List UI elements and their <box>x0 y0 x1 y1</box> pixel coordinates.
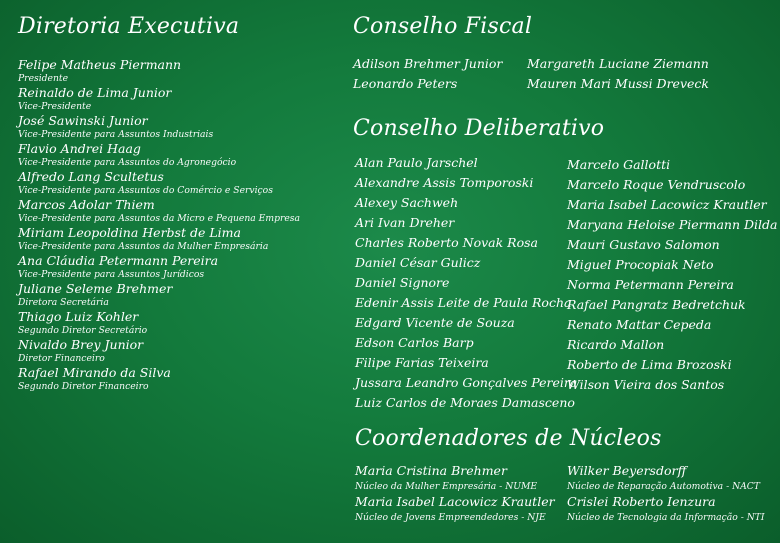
deliberativo-member: Edson Carlos Barp <box>355 335 474 350</box>
diretoria-member <box>18 169 338 197</box>
deliberativo-member: Wilson Vieira dos Santos <box>567 377 725 392</box>
section-title-deliberativo: Conselho Deliberativo <box>353 116 605 141</box>
diretoria-member <box>18 337 338 365</box>
member-role: Vice-Presidente para Assuntos Jurídicos <box>18 269 205 280</box>
member-name: Thiago Luiz Kohler <box>18 309 139 324</box>
member-role: Vice-Presidente para Assuntos do Agronegócio <box>18 157 237 168</box>
member-role: Diretora Secretária <box>18 297 109 308</box>
coordinator-name: Wilker Beyersdorff <box>567 463 687 478</box>
deliberativo-member: Ari Ivan Dreher <box>355 215 455 230</box>
member-role: Diretor Financeiro <box>18 353 105 364</box>
coordinator-name: Maria Isabel Lacowicz Krautler <box>355 494 555 509</box>
section-title-fiscal: Conselho Fiscal <box>353 14 533 39</box>
deliberativo-member: Daniel César Gulicz <box>355 255 481 270</box>
member-role: Vice-Presidente para Assuntos Industriais <box>18 129 214 140</box>
member-role: Vice-Presidente <box>18 101 92 112</box>
diretoria-executiva-section <box>18 14 338 393</box>
deliberativo-member: Alexandre Assis Tomporoski <box>355 175 534 190</box>
member-name: Flavio Andrei Haag <box>18 141 141 156</box>
coordinator-name: Maria Cristina Brehmer <box>355 463 507 478</box>
member-role: Vice-Presidente para Assuntos da Mulher Empresária <box>18 241 269 252</box>
deliberativo-member: Edgard Vicente de Souza <box>355 315 515 330</box>
deliberativo-member: Jussara Leandro Gonçalves Pereira <box>355 375 578 390</box>
deliberativo-member: Marcelo Gallotti <box>567 157 671 172</box>
deliberativo-member: Luiz Carlos de Moraes Damasceno <box>355 395 575 410</box>
deliberativo-member: Norma Petermann Pereira <box>567 277 734 292</box>
deliberativo-member: Maria Isabel Lacowicz Krautler <box>567 197 767 212</box>
nucleos-column-a <box>355 462 565 524</box>
conselho-fiscal-section <box>353 14 773 94</box>
diretoria-member <box>18 85 338 113</box>
deliberativo-member: Ricardo Mallon <box>567 337 665 352</box>
diretoria-member <box>18 253 338 281</box>
nucleos-column-b <box>567 462 777 524</box>
deliberativo-member: Alan Paulo Jarschel <box>355 155 478 170</box>
deliberativo-member: Rafael Pangratz Bedretchuk <box>567 297 746 312</box>
member-name: Marcos Adolar Thiem <box>18 197 155 212</box>
diretoria-member <box>18 57 338 85</box>
deliberativo-member: Renato Mattar Cepeda <box>567 317 712 332</box>
member-name: Felipe Matheus Piermann <box>18 57 182 72</box>
diretoria-member <box>18 113 338 141</box>
deliberativo-member: Roberto de Lima Brozoski <box>567 357 732 372</box>
diretoria-member <box>18 309 338 337</box>
diretoria-member <box>18 141 338 169</box>
deliberativo-member: Charles Roberto Novak Rosa <box>355 235 538 250</box>
fiscal-member: Mauren Mari Mussi Dreveck <box>527 76 709 91</box>
member-name: Juliane Seleme Brehmer <box>18 281 173 296</box>
member-name: Alfredo Lang Scultetus <box>18 169 164 184</box>
nucleo-coordinator <box>567 462 777 493</box>
member-name: Ana Cláudia Petermann Pereira <box>18 253 219 268</box>
member-role: Vice-Presidente para Assuntos da Micro e Pequena Empresa <box>18 213 301 224</box>
nucleo-coordinator <box>567 493 777 524</box>
diretoria-member <box>18 365 338 393</box>
deliberativo-member: Edenir Assis Leite de Paula Rocha <box>355 295 572 310</box>
nucleo-name: Núcleo de Tecnologia da Informação - NTI <box>567 512 765 523</box>
member-name: Nivaldo Brey Junior <box>18 337 144 352</box>
section-title-diretoria: Diretoria Executiva <box>18 14 240 39</box>
deliberativo-column-a <box>355 153 578 413</box>
diretoria-member <box>18 225 338 253</box>
diretoria-member <box>18 197 338 225</box>
deliberativo-member: Filipe Farias Teixeira <box>355 355 489 370</box>
nucleo-name: Núcleo da Mulher Empresária - NUME <box>355 481 538 492</box>
nucleo-coordinator <box>355 493 565 524</box>
deliberativo-member: Daniel Signore <box>355 275 450 290</box>
member-role: Presidente <box>18 73 69 84</box>
diretoria-list <box>18 57 338 393</box>
deliberativo-member: Marcelo Roque Vendruscolo <box>567 177 746 192</box>
nucleo-coordinator <box>355 462 565 493</box>
member-role: Segundo Diretor Secretário <box>18 325 148 336</box>
member-name: Reinaldo de Lima Junior <box>18 85 172 100</box>
diretoria-member <box>18 281 338 309</box>
member-name: Rafael Mirando da Silva <box>18 365 171 380</box>
deliberativo-column-b <box>567 155 777 395</box>
fiscal-member: Leonardo Peters <box>353 76 458 91</box>
member-role: Vice-Presidente para Assuntos do Comércio e Serviços <box>18 185 273 196</box>
deliberativo-member: Mauri Gustavo Salomon <box>567 237 720 252</box>
coordinator-name: Crislei Roberto Ienzura <box>567 494 716 509</box>
member-role: Segundo Diretor Financeiro <box>18 381 149 392</box>
nucleo-name: Núcleo de Reparação Automotiva - NACT <box>567 481 760 492</box>
deliberativo-member: Maryana Heloise Piermann Dilda <box>567 217 778 232</box>
section-title-nucleos: Coordenadores de Núcleos <box>355 426 662 451</box>
member-name: Miriam Leopoldina Herbst de Lima <box>18 225 241 240</box>
member-name: José Sawinski Junior <box>18 113 148 128</box>
deliberativo-member: Alexey Sachweh <box>355 195 459 210</box>
nucleo-name: Núcleo de Jovens Empreendedores - NJE <box>355 512 546 523</box>
deliberativo-member: Miguel Procopiak Neto <box>567 257 714 272</box>
fiscal-member: Adilson Brehmer Junior <box>353 56 503 71</box>
fiscal-member: Margareth Luciane Ziemann <box>527 56 709 71</box>
fiscal-grid <box>353 54 773 94</box>
